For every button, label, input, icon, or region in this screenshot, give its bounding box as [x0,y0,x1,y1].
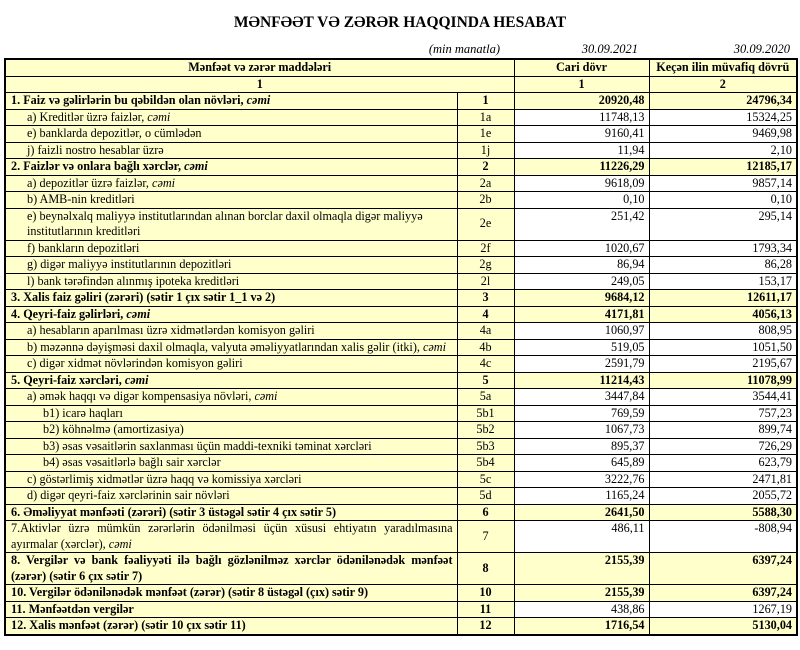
row-code: 1j [457,142,514,159]
row-label [5,93,457,110]
items-column-header: Mənfəət və zərər maddələri [5,59,514,76]
row-label [5,455,457,472]
row-previous-value: 726,29 [649,438,797,455]
row-current-value: 86,94 [514,257,649,274]
row-current-value: 3222,76 [514,471,649,488]
row-code: 5d [457,488,514,505]
row-current-value: 4171,81 [514,306,649,323]
report-table-body [5,93,797,635]
row-previous-value: 4056,13 [649,306,797,323]
row-label-text: 3. Xalis faiz gəliri (zərəri) (sətir 1 çıx sətir 1_1 və 2) [11,290,276,304]
table-row [5,521,797,553]
row-label-text: b3) əsas vəsaitlərin saxlanması üçün maddi-texniki təminat xərcləri [43,438,372,453]
row-previous-value: 3544,41 [649,389,797,406]
row-code: 2l [457,273,514,290]
row-previous-value: 6397,24 [649,585,797,602]
row-previous-value: 899,74 [649,422,797,439]
row-label-text: c) digər xidmət növlərindən komisyon gəliri [27,356,243,370]
row-current-value: 2641,50 [514,504,649,521]
row-label [5,273,457,290]
row-label [5,323,457,340]
row-previous-value: 2,10 [649,142,797,159]
table-row [5,471,797,488]
row-current-value: 645,89 [514,455,649,472]
row-current-value: 1060,97 [514,323,649,340]
row-label-text: l) bank tərəfindən alınmış ipoteka kreditləri [27,273,240,288]
row-code: 5c [457,471,514,488]
row-label-text: b) məzənnə dəyişməsi daxil olmaqla, valyuta əməliyyatlarından xalis gəlir (itki), [27,339,423,354]
row-code: 4b [457,339,514,356]
row-label-italic-suffix: cəmi [108,536,132,551]
row-current-value: 249,05 [514,273,649,290]
row-code: 5 [457,372,514,389]
header-row [5,59,797,76]
row-previous-value: 295,14 [649,208,797,240]
row-code: 11 [457,601,514,618]
row-label [5,126,457,143]
row-code: 4 [457,306,514,323]
row-label-text: b2) köhnəlmə (amortizasiya) [43,422,184,436]
row-current-value: 1716,54 [514,618,649,635]
row-code: 2e [457,208,514,240]
row-current-value: 2155,39 [514,553,649,585]
row-current-value: 519,05 [514,339,649,356]
row-label [5,290,457,307]
row-label-text: 6. Əməliyyat mənfəəti (zərəri) (sətir 3 üstəgəl sətir 4 çıx sətir 5) [11,504,337,519]
row-previous-value: 2055,72 [649,488,797,505]
row-code: 10 [457,585,514,602]
row-previous-value: 2195,67 [649,356,797,373]
row-code: 5b1 [457,405,514,422]
row-current-value: 2155,39 [514,585,649,602]
table-row [5,504,797,521]
row-code: 5b2 [457,422,514,439]
row-code: 4c [457,356,514,373]
row-label-text: c) göstərlimiş xidmətlər üzrə haqq və komissiya xərcləri [27,471,302,486]
row-previous-value: 11078,99 [649,372,797,389]
row-label [5,585,457,602]
row-previous-value: 1267,19 [649,601,797,618]
table-row [5,488,797,505]
row-code: 2b [457,192,514,209]
previous-period-column-header: Keçən ilin müvafiq dövrü [649,59,797,76]
row-label [5,438,457,455]
row-label-text: 1. Faiz və gəlirlərin bu qəbildən olan növləri, [11,93,247,107]
table-row [5,601,797,618]
table-row [5,273,797,290]
row-code: 8 [457,553,514,585]
row-previous-value: 12185,17 [649,159,797,176]
row-label-text: 12. Xalis mənfəət (zərər) (sətir 10 çıx sətir 11) [11,618,246,632]
row-current-value: 1067,73 [514,422,649,439]
row-previous-value: 1051,50 [649,339,797,356]
table-row [5,339,797,356]
row-current-value: 9160,41 [514,126,649,143]
row-current-value: 438,86 [514,601,649,618]
table-row [5,323,797,340]
row-label-text: d) digər qeyri-faiz xərclərinin sair növləri [27,488,230,502]
table-row [5,618,797,635]
current-period-date: 30.09.2021 [581,42,638,56]
row-label-italic-suffix: cəmi [184,159,208,173]
row-label [5,405,457,422]
row-label [5,488,457,505]
row-label [5,175,457,192]
row-label-text: g) digər maliyyə institutlarının depozitləri [27,257,232,271]
table-row [5,372,797,389]
row-label-italic-suffix: cəmi [124,372,149,387]
row-current-value: 486,11 [514,521,649,553]
row-label-text: b1) icarə haqları [43,405,123,420]
row-previous-value: 9469,98 [649,126,797,143]
row-label-text: 8. Vergilər və bank fəaliyyəti ilə bağlı gözlənilməz xərclər ödənilənədək mənfəət (zərər) (sətir 6 çıx sətir 7) [11,553,453,583]
row-code: 2g [457,257,514,274]
row-label-text: 7.Aktivlər üzrə mümkün zərərlərin ödənilməsi üçün xüsusi ehtiyatın yaradılmasına ayırmalar (xərclər), [11,521,453,551]
row-previous-value: 86,28 [649,257,797,274]
row-label-text: e) beynəlxalq maliyyə institutlarından alınan borclar daxil olmaqla digər maliyyə institutlarının kreditləri [27,208,423,238]
row-label [5,618,457,635]
row-label [5,192,457,209]
row-current-value: 1020,67 [514,240,649,257]
table-row [5,126,797,143]
row-current-value: 0,10 [514,192,649,209]
row-label [5,504,457,521]
row-label-italic-suffix: cəmi [126,306,151,321]
row-label-text: b4) əsas vəsaitlərlə bağlı sair xərclər [43,455,221,469]
previous-period-date: 30.09.2020 [733,42,790,56]
row-previous-value: 12611,17 [649,290,797,307]
row-current-value: 2591,79 [514,356,649,373]
row-previous-value: 9857,14 [649,175,797,192]
row-current-value: 11214,43 [514,372,649,389]
row-label-text: 2. Faizlər və onlara bağlı xərclər, [11,159,185,173]
row-label [5,339,457,356]
row-previous-value: 153,17 [649,273,797,290]
row-label [5,142,457,159]
row-label-italic-suffix: cəmi [254,389,278,403]
row-label-text: 11. Mənfəətdən vergilər [11,601,134,616]
report-meta-row [4,42,796,57]
row-code: 12 [457,618,514,635]
row-label-italic-suffix: cəmi [422,339,446,354]
row-label [5,389,457,406]
row-code: 3 [457,290,514,307]
table-row [5,405,797,422]
table-row [5,356,797,373]
row-code: 1a [457,109,514,126]
table-row [5,422,797,439]
row-code: 1e [457,126,514,143]
row-label-text: j) faizli nostro hesablar üzrə [27,142,164,157]
row-label-text: 10. Vergilər ödənilənədək mənfəət (zərər) (sətir 8 üstəgəl (çıx) sətir 9) [11,585,369,599]
row-current-value: 3447,84 [514,389,649,406]
row-previous-value: 15324,25 [649,109,797,126]
table-row [5,389,797,406]
row-previous-value: 2471,81 [649,471,797,488]
row-label-text: a) Kreditlər üzrə faizlər, [27,109,148,124]
row-previous-value: 623,79 [649,455,797,472]
row-label [5,471,457,488]
row-current-value: 9618,09 [514,175,649,192]
row-label-italic-suffix: cəmi [246,93,271,107]
row-label [5,553,457,585]
page-title: MƏNFƏƏT VƏ ZƏRƏR HAQQINDA HESABAT [233,14,567,31]
row-label-text: 4. Qeyri-faiz gəlirləri, [11,306,127,321]
table-row [5,290,797,307]
row-code: 5b4 [457,455,514,472]
row-code: 5a [457,389,514,406]
row-label [5,159,457,176]
row-label [5,422,457,439]
table-row [5,175,797,192]
current-period-column-header: Cari dövr [514,59,649,76]
row-label-text: a) əmək haqqı və digər kompensasiya növləri, [27,389,255,403]
row-current-value: 20920,48 [514,93,649,110]
row-current-value: 9684,12 [514,290,649,307]
profit-loss-table [4,58,798,636]
table-header [5,59,797,93]
row-label [5,356,457,373]
row-label [5,240,457,257]
row-current-value: 251,42 [514,208,649,240]
row-label [5,257,457,274]
table-row [5,438,797,455]
row-label-italic-suffix: cəmi [152,175,176,190]
unit-note: (min manatla) [428,42,500,56]
row-previous-value: 0,10 [649,192,797,209]
table-row [5,306,797,323]
table-row [5,142,797,159]
row-label-text: 5. Qeyri-faiz xərcləri, [11,372,125,387]
row-code: 7 [457,521,514,553]
row-code: 1 [457,93,514,110]
row-current-value: 11,94 [514,142,649,159]
row-previous-value: -808,94 [649,521,797,553]
row-label [5,306,457,323]
row-current-value: 895,37 [514,438,649,455]
row-current-value: 11226,29 [514,159,649,176]
row-previous-value: 5588,30 [649,504,797,521]
row-code: 2f [457,240,514,257]
row-label [5,109,457,126]
row-current-value: 11748,13 [514,109,649,126]
table-row [5,240,797,257]
row-previous-value: 808,95 [649,323,797,340]
table-row [5,257,797,274]
row-code: 5b3 [457,438,514,455]
table-row [5,159,797,176]
table-row [5,192,797,209]
table-row [5,93,797,110]
row-previous-value: 6397,24 [649,553,797,585]
row-code: 2a [457,175,514,192]
previous-column-number: 2 [649,76,797,93]
row-previous-value: 1793,34 [649,240,797,257]
current-column-number: 1 [514,76,649,93]
row-current-value: 769,59 [514,405,649,422]
row-label-text: a) depozitlər üzrə faizlər, [27,175,153,190]
row-previous-value: 24796,34 [649,93,797,110]
row-label-italic-suffix: cəmi [147,109,171,124]
row-label-text: e) banklarda depozitlər, o cümlədən [27,126,202,140]
column-number-row [5,76,797,93]
row-previous-value: 757,23 [649,405,797,422]
table-row [5,455,797,472]
row-label [5,521,457,553]
row-code: 6 [457,504,514,521]
row-label-text: f) bankların depozitləri [27,240,140,255]
row-label-text: a) hesabların aparılması üzrə xidmətlərdən komisyon gəliri [27,323,315,337]
items-column-number: 1 [5,76,514,93]
row-label-text: b) AMB-nin kreditləri [27,192,135,206]
table-row [5,553,797,585]
table-row [5,208,797,240]
row-previous-value: 5130,04 [649,618,797,635]
row-current-value: 1165,24 [514,488,649,505]
table-row [5,109,797,126]
row-label [5,601,457,618]
row-code: 4a [457,323,514,340]
row-code: 2 [457,159,514,176]
row-label [5,208,457,240]
row-label [5,372,457,389]
table-row [5,585,797,602]
